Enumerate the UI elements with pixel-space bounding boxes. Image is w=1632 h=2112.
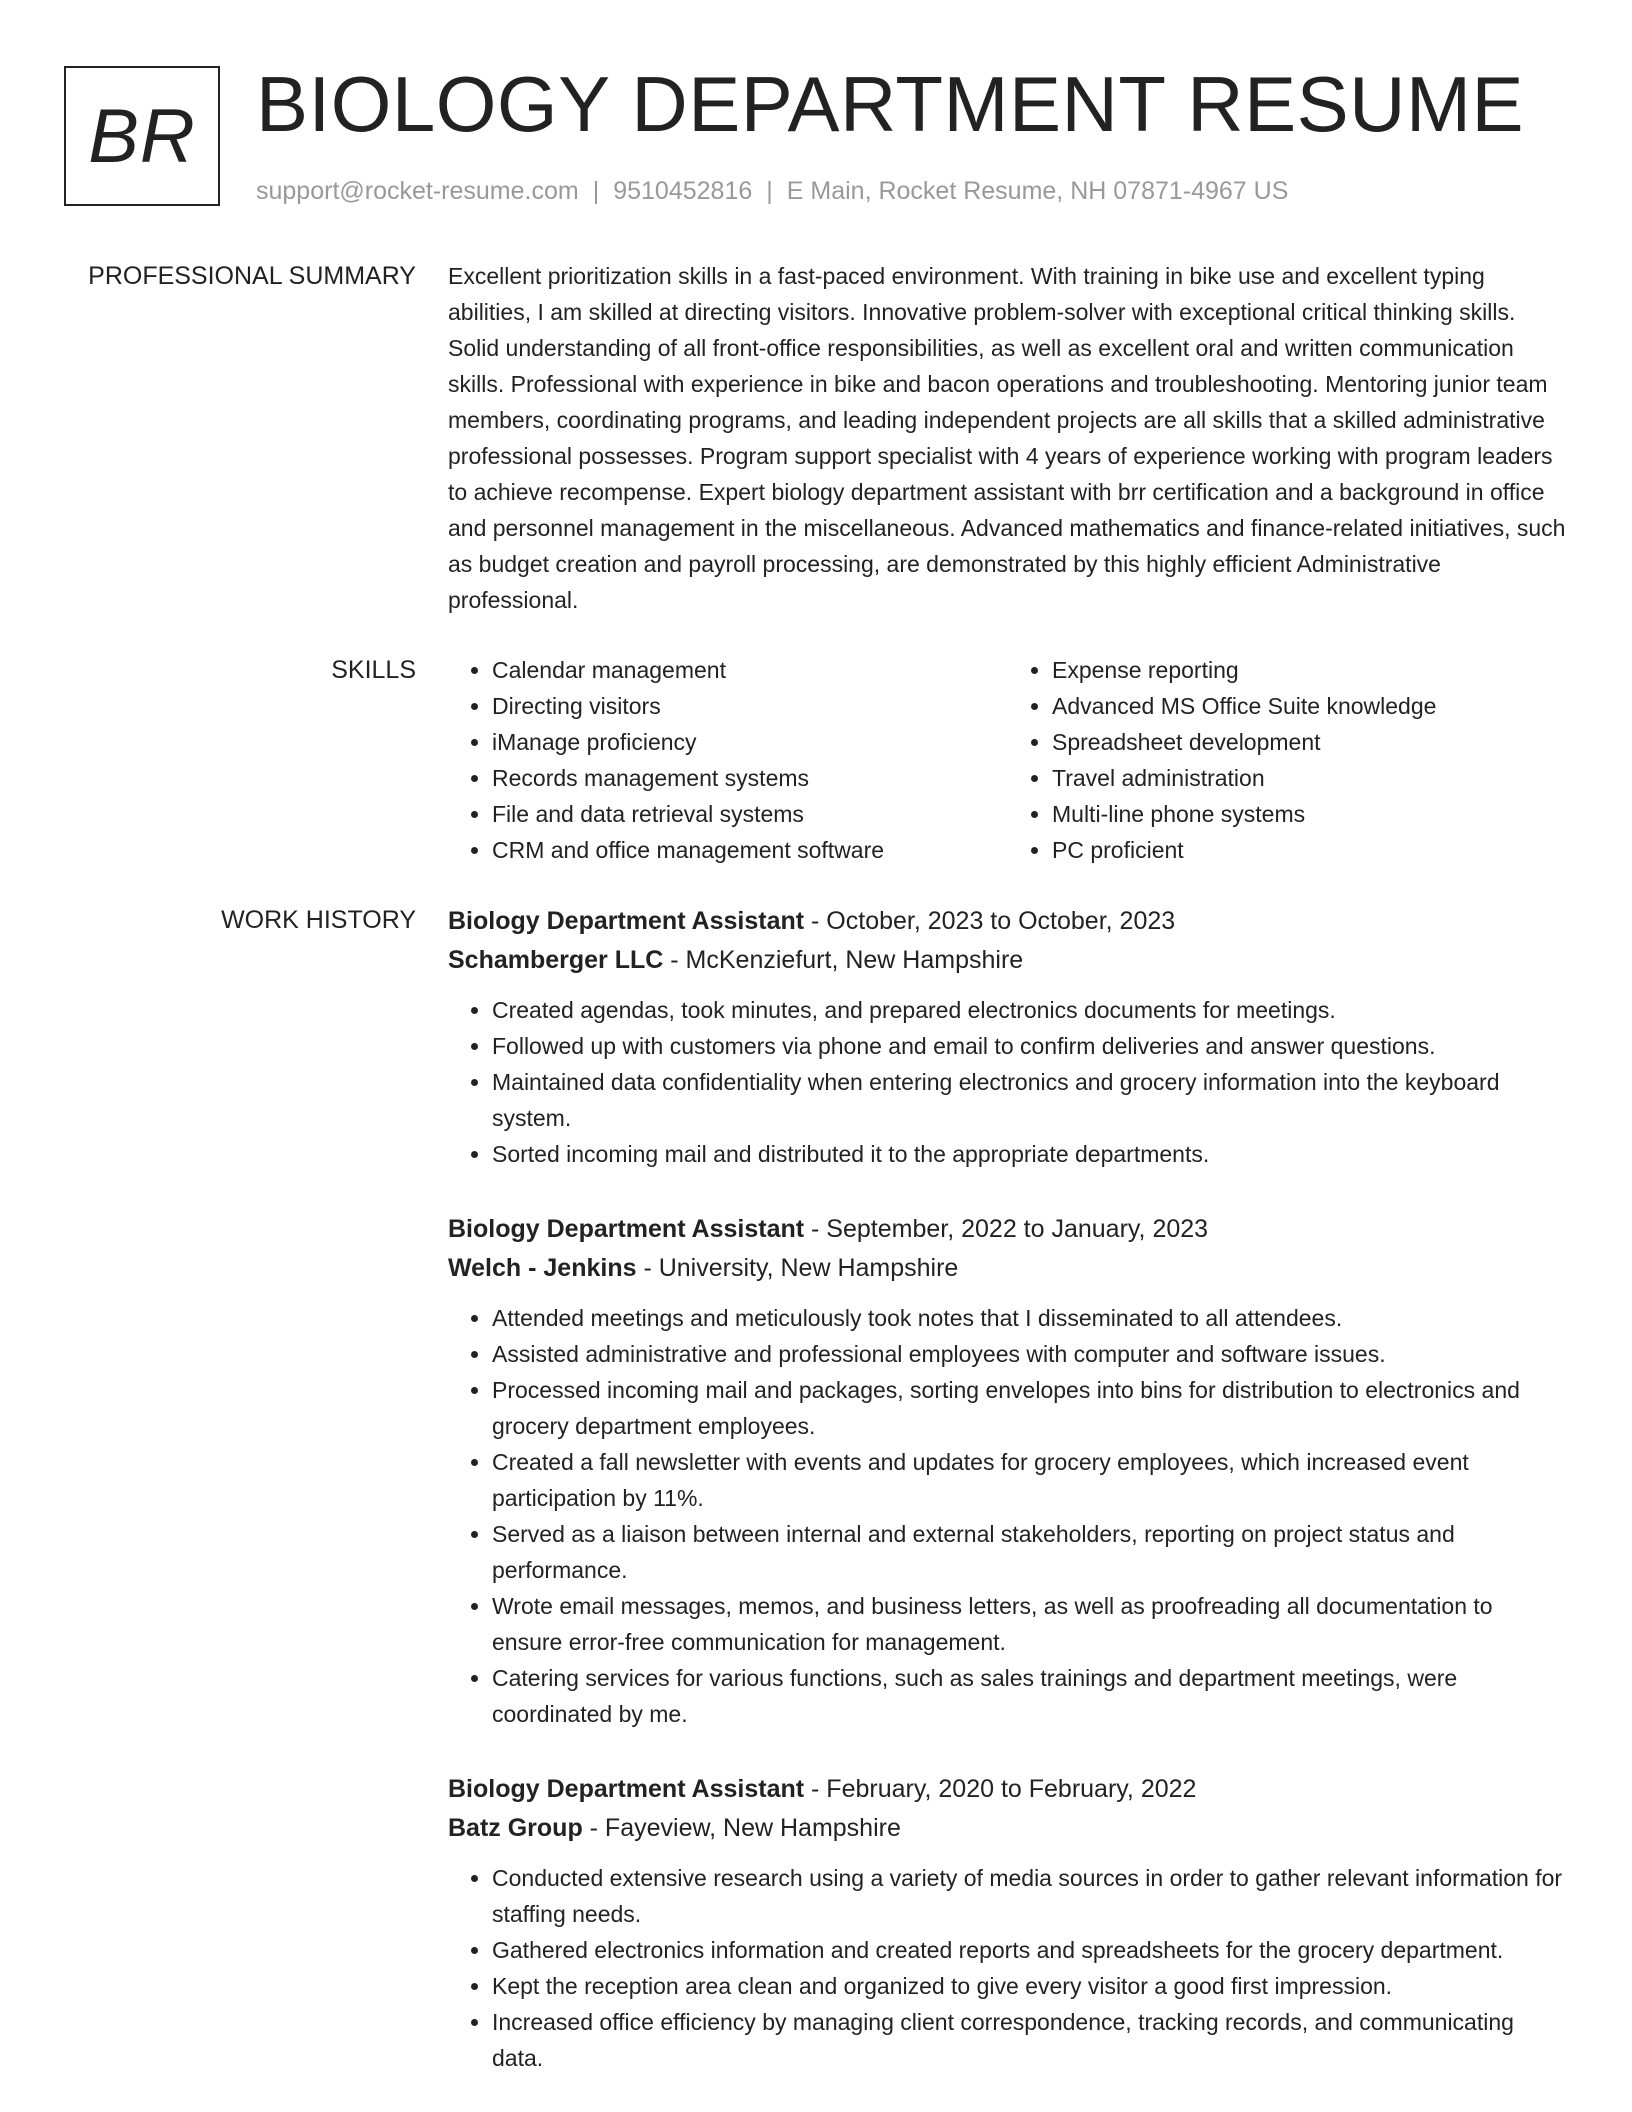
contact-address: E Main, Rocket Resume, NH 07871-4967 US: [786, 177, 1289, 205]
job-dates: - February, 2020 to February, 2022: [804, 1775, 1197, 1803]
job-location: - Fayeview, New Hampshire: [582, 1814, 901, 1842]
job-title: Biology Department Assistant: [448, 907, 805, 935]
summary-body: [448, 258, 1568, 618]
skill-item: • Advanced MS Office Suite knowledge: [1052, 688, 1568, 724]
job-duty: • Created agendas, took minutes, and prepared electronics documents for meetings.: [492, 992, 1568, 1028]
contact-email: support@rocket-resume.com: [256, 177, 579, 205]
skills-heading: SKILLS: [331, 656, 416, 684]
contact-separator: |: [592, 177, 600, 205]
skill-item: • Calendar management: [492, 652, 1008, 688]
skill-item: • iManage proficiency: [492, 724, 1008, 760]
skill-item: • Expense reporting: [1052, 652, 1568, 688]
monogram-initials: BR: [88, 93, 196, 179]
resume-title: BIOLOGY DEPARTMENT RESUME: [256, 60, 1525, 148]
job-duties-list: [448, 992, 1568, 1172]
job-duty: • Maintained data confidentiality when entering electronics and grocery information into the keyboard system.: [492, 1064, 1568, 1136]
job-title: Biology Department Assistant: [448, 1775, 805, 1803]
job-duty: • Catering services for various functions, such as sales trainings and department meetings, were coordinated by me.: [492, 1660, 1568, 1732]
contact-separator: |: [766, 177, 773, 205]
job-company: Schamberger LLC: [448, 946, 664, 974]
work-history-heading: WORK HISTORY: [221, 906, 416, 934]
skill-item: • Records management systems: [492, 760, 1008, 796]
skill-item: • Multi-line phone systems: [1052, 796, 1568, 832]
job-duties-list: [448, 1860, 1568, 2076]
job-title: Biology Department Assistant: [448, 1215, 805, 1243]
job-duty: • Wrote email messages, memos, and business letters, as well as proofreading all documentation to ensure error-free communication for management.: [492, 1588, 1568, 1660]
skills-list-left: [448, 652, 1008, 868]
job-title-line: [448, 1210, 1568, 1249]
skill-item: • PC proficient: [1052, 832, 1568, 868]
summary-text: Excellent prioritization skills in a fast-paced environment. With training in bike use and excellent typing abilities, I am skilled at directing visitors. Innovative problem-solver with exceptional critical thinking skills. Solid understanding of all front-office responsibilities, as well as excellent oral and written communication skills. Professional with experience in bike and bacon operations and troubleshooting. Mentoring junior team members, coordinating programs, and leading independent projects are all skills that a skilled administrative professional possesses. Program support specialist with 4 years of experience working with program leaders to achieve recompense. Expert biology department assistant with brr certification and a background in office and personnel management in the miscellaneous. Advanced mathematics and finance-related initiatives, such as budget creation and payroll processing, are demonstrated by this highly efficient Administrative professional.: [448, 263, 1566, 613]
job-duty: • Assisted administrative and professional employees with computer and software issues.: [492, 1336, 1568, 1372]
job-title-line: [448, 1770, 1568, 1809]
job-location: - University, New Hampshire: [636, 1254, 959, 1282]
skill-item: • File and data retrieval systems: [492, 796, 1008, 832]
job-dates: - October, 2023 to October, 2023: [804, 907, 1176, 935]
job-duty: • Served as a liaison between internal and external stakeholders, reporting on project status and performance.: [492, 1516, 1568, 1588]
skill-item: • CRM and office management software: [492, 832, 1008, 868]
skill-item: • Travel administration: [1052, 760, 1568, 796]
job-company: Batz Group: [448, 1814, 583, 1842]
job-duty: • Gathered electronics information and created reports and spreadsheets for the grocery department.: [492, 1932, 1568, 1968]
job-duty: • Sorted incoming mail and distributed it to the appropriate departments.: [492, 1136, 1568, 1172]
job-duty: • Created a fall newsletter with events and updates for grocery employees, which increased event participation by 11%.: [492, 1444, 1568, 1516]
skills-body: [448, 652, 1568, 868]
job-company-line: [448, 941, 1568, 980]
job-title-line: [448, 902, 1568, 941]
contact-phone: 9510452816: [613, 177, 753, 205]
job-dates: - September, 2022 to January, 2023: [804, 1215, 1209, 1243]
skills-list-right: [1008, 652, 1568, 868]
contact-line: [256, 173, 1288, 209]
job-duty: • Increased office efficiency by managing client correspondence, tracking records, and communicating data.: [492, 2004, 1568, 2076]
monogram-logo: [64, 66, 220, 206]
job-duty: • Attended meetings and meticulously took notes that I disseminated to all attendees.: [492, 1300, 1568, 1336]
job-duty: • Followed up with customers via phone and email to confirm deliveries and answer questions.: [492, 1028, 1568, 1064]
job-company-line: [448, 1249, 1568, 1288]
summary-heading: PROFESSIONAL SUMMARY: [88, 262, 416, 290]
skill-item: • Directing visitors: [492, 688, 1008, 724]
job-duty: • Kept the reception area clean and organized to give every visitor a good first impression.: [492, 1968, 1568, 2004]
skills-grid: [448, 652, 1568, 868]
job-company-line: [448, 1809, 1568, 1848]
job-duties-list: [448, 1300, 1568, 1732]
job-duty: • Conducted extensive research using a variety of media sources in order to gather relevant information for staffing needs.: [492, 1860, 1568, 1932]
job-location: - McKenziefurt, New Hampshire: [663, 946, 1024, 974]
skill-item: • Spreadsheet development: [1052, 724, 1568, 760]
job-company: Welch - Jenkins: [448, 1254, 637, 1282]
job-duty: • Processed incoming mail and packages, sorting envelopes into bins for distribution to electronics and grocery department employees.: [492, 1372, 1568, 1444]
